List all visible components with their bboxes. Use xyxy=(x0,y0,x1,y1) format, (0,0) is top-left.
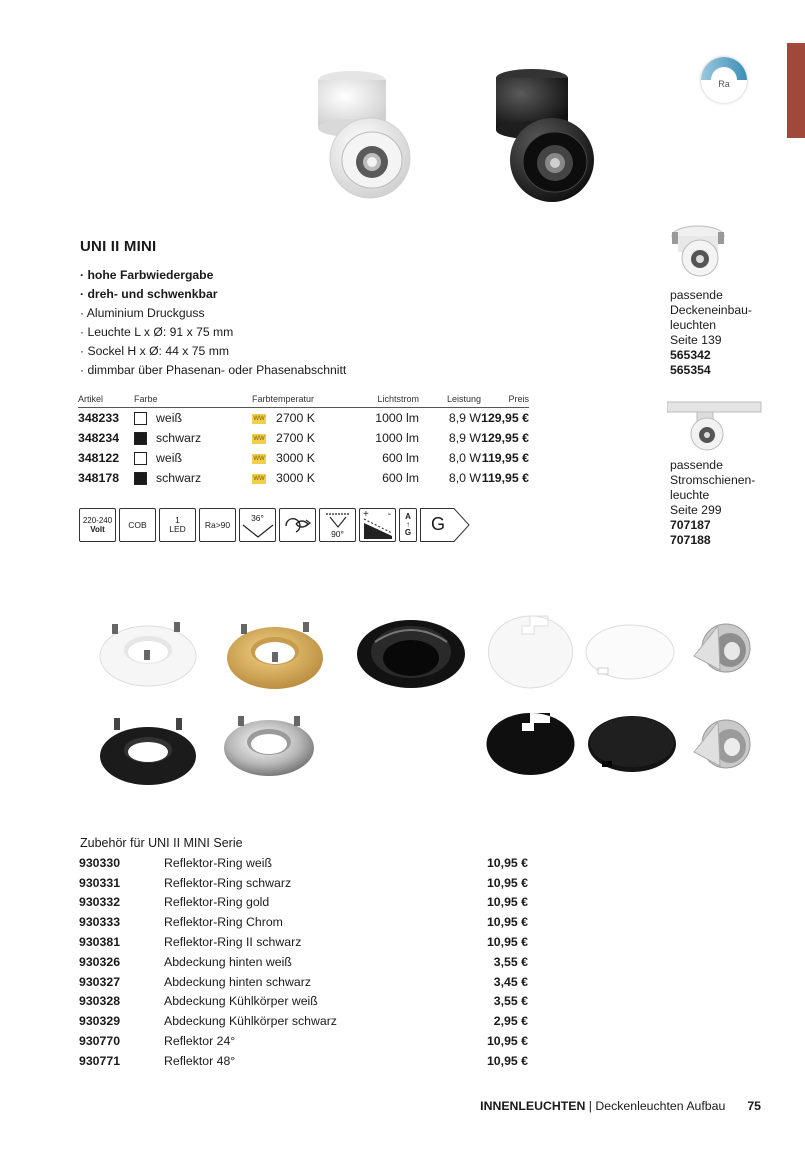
accessory-ring-gold xyxy=(225,618,325,690)
color-swatch-white xyxy=(134,412,147,425)
color-name: schwarz xyxy=(156,431,202,445)
table-row xyxy=(79,1051,528,1071)
table-row xyxy=(78,408,529,429)
accessory-name: Reflektor-Ring gold xyxy=(164,895,270,910)
accessory-article: 930326 xyxy=(79,954,121,969)
accessory-name: Reflektor-Ring II schwarz xyxy=(164,935,302,950)
accessory-price: 10,95 € xyxy=(486,935,528,950)
accessory-article: 930381 xyxy=(79,935,121,950)
voltage-unit: Volt xyxy=(90,525,105,534)
header-preis: Preis xyxy=(481,394,529,408)
ra-badge xyxy=(701,57,747,103)
voltage-range: 220-240 xyxy=(82,516,113,525)
table-row xyxy=(79,1031,528,1051)
accessory-price: 10,95 € xyxy=(486,875,528,890)
power: 8,9 W xyxy=(448,431,481,445)
feature-item: · dimmbar über Phasenan- oder Phasenabschnitt xyxy=(80,363,347,377)
related-text: Stromschienen- xyxy=(670,473,756,487)
header-farbe: Farbe xyxy=(134,394,252,408)
product-title: UNI II MINI xyxy=(80,238,157,255)
related-text: Deckeneinbau- xyxy=(670,303,752,317)
led-count: 1 xyxy=(175,515,180,525)
accessory-reflector-24 xyxy=(690,620,754,678)
price: 129,95 € xyxy=(481,411,529,425)
power: 8,0 W xyxy=(448,471,481,485)
luminous-flux: 600 lm xyxy=(382,471,419,485)
color-temp: 3000 K xyxy=(276,471,315,485)
accessory-name: Reflektor-Ring schwarz xyxy=(164,875,292,890)
color-temp: 3000 K xyxy=(276,451,315,465)
ww-badge-icon: WW xyxy=(253,415,265,422)
accessory-article: 930329 xyxy=(79,1014,121,1029)
accessory-price: 3,55 € xyxy=(493,954,528,969)
energy-class-arrow xyxy=(420,508,468,542)
color-name: weiß xyxy=(156,451,182,465)
minus-sign: - xyxy=(387,509,391,520)
table-row xyxy=(78,468,529,488)
accessory-price: 3,45 € xyxy=(493,974,528,989)
table-row xyxy=(79,1011,528,1031)
accessory-article: 930770 xyxy=(79,1034,121,1049)
page-number: 75 xyxy=(747,1099,761,1113)
accessories-title: Zubehör für UNI II MINI Serie xyxy=(80,836,243,850)
dimmable-icon xyxy=(359,508,396,542)
table-row xyxy=(79,893,528,913)
tech-icon-row xyxy=(79,508,468,542)
related-article: 707188 xyxy=(670,533,711,547)
accessory-price: 10,95 € xyxy=(486,895,528,910)
header-leistung: Leistung xyxy=(419,394,481,408)
color-swatch-black xyxy=(134,432,147,445)
energy-scale-icon: A ↑ G xyxy=(399,508,417,542)
table-row xyxy=(79,853,528,873)
rotate-icon xyxy=(279,508,316,542)
page-footer xyxy=(480,1099,761,1113)
header-artikel: Artikel xyxy=(78,394,134,408)
accessory-price: 10,95 € xyxy=(486,915,528,930)
led-count-icon xyxy=(159,508,196,542)
energy-scale-top: A xyxy=(405,512,411,521)
led-label: LED xyxy=(169,524,186,534)
ww-badge-icon: WW xyxy=(253,435,265,442)
color-swatch-white xyxy=(134,452,147,465)
luminous-flux: 1000 lm xyxy=(375,431,419,445)
article-number: 348234 xyxy=(78,431,120,445)
related-page-ref: Seite 299 xyxy=(670,503,722,517)
accessory-article: 930771 xyxy=(79,1053,121,1068)
product-image-black xyxy=(482,64,607,212)
plus-sign: + xyxy=(363,509,369,520)
energy-scale-bottom: G xyxy=(404,528,412,537)
footer-separator: | xyxy=(585,1099,596,1113)
article-number: 348178 xyxy=(78,471,120,485)
accessories-table xyxy=(79,853,528,1071)
ww-badge-icon: WW xyxy=(253,475,265,482)
table-row xyxy=(79,932,528,952)
header-farbtemperatur: Farbtemperatur xyxy=(252,394,348,408)
table-row xyxy=(79,952,528,972)
accessory-cover-back-white xyxy=(485,612,577,690)
color-temp: 2700 K xyxy=(276,411,315,425)
color-temp: 2700 K xyxy=(276,431,315,445)
cob-label: COB xyxy=(128,520,147,530)
ra-value: Ra>90 xyxy=(204,520,231,530)
header-lichtstrom: Lichtstrom xyxy=(348,394,419,408)
feature-item: · Leuchte L x Ø: 91 x 75 mm xyxy=(80,325,234,339)
accessory-ring-white xyxy=(98,618,198,688)
footer-section: INNENLEUCHTEN xyxy=(480,1099,586,1113)
related-text: leuchten xyxy=(670,318,717,332)
cob-icon xyxy=(119,508,156,542)
accessory-name: Abdeckung Kühlkörper schwarz xyxy=(164,1014,337,1029)
related-article: 707187 xyxy=(670,518,711,532)
accessory-ring-black xyxy=(98,714,198,786)
accessory-article: 930333 xyxy=(79,915,121,930)
table-row xyxy=(78,428,529,448)
accessory-price: 10,95 € xyxy=(486,855,528,870)
accessory-price: 10,95 € xyxy=(486,1034,528,1049)
luminous-flux: 600 lm xyxy=(382,451,419,465)
accessory-article: 930332 xyxy=(79,895,121,910)
article-number: 348122 xyxy=(78,451,120,465)
accessory-name: Reflektor 48° xyxy=(164,1053,236,1068)
accessory-name: Reflektor-Ring Chrom xyxy=(164,915,283,930)
accessory-cover-heatsink-black xyxy=(586,714,678,776)
footer-subsection: Deckenleuchten Aufbau xyxy=(595,1099,726,1113)
accessory-name: Reflektor-Ring weiß xyxy=(164,855,272,870)
accessory-article: 930328 xyxy=(79,994,121,1009)
related-image-track xyxy=(667,398,762,456)
related-text: leuchte xyxy=(670,488,710,502)
price: 119,95 € xyxy=(481,451,529,465)
accessory-name: Abdeckung hinten weiß xyxy=(164,954,292,969)
ra-badge-label: Ra xyxy=(718,79,730,89)
voltage-icon xyxy=(79,508,116,542)
related-text: passende xyxy=(670,288,723,302)
spec-header-row xyxy=(78,394,529,408)
related-page-ref: Seite 139 xyxy=(670,333,722,347)
accessory-price: 3,55 € xyxy=(493,994,528,1009)
price: 119,95 € xyxy=(481,471,529,485)
accessory-article: 930331 xyxy=(79,875,121,890)
accessory-ring-chrome xyxy=(222,712,316,778)
accessory-name: Abdeckung Kühlkörper weiß xyxy=(164,994,318,1009)
accessory-article: 930330 xyxy=(79,855,121,870)
price: 129,95 € xyxy=(481,431,529,445)
table-row xyxy=(79,992,528,1012)
product-image-white xyxy=(300,68,420,213)
beam-angle-icon xyxy=(239,508,276,542)
accessory-reflector-48 xyxy=(690,714,754,772)
accessory-cover-back-black xyxy=(485,710,579,776)
accessory-name: Abdeckung hinten schwarz xyxy=(164,974,311,989)
power: 8,9 W xyxy=(448,411,481,425)
color-name: schwarz xyxy=(156,471,202,485)
related-recessed-info xyxy=(670,288,752,378)
ww-badge-icon: WW xyxy=(253,455,265,462)
accessory-cover-heatsink-white xyxy=(584,622,676,682)
related-text: passende xyxy=(670,458,723,472)
tilt-angle: 90° xyxy=(331,529,344,539)
table-row xyxy=(79,972,528,992)
accessory-article: 930327 xyxy=(79,974,121,989)
table-row xyxy=(79,873,528,893)
accessory-ring-black-ii xyxy=(355,612,467,692)
feature-item: · dreh- und schwenkbar xyxy=(80,287,218,301)
feature-item: · Aluminium Druckguss xyxy=(80,306,205,320)
ra-value-icon xyxy=(199,508,236,542)
color-name: weiß xyxy=(156,411,182,425)
chapter-tab-marker xyxy=(787,43,805,138)
related-article: 565354 xyxy=(670,363,711,377)
article-number: 348233 xyxy=(78,411,120,425)
feature-list xyxy=(80,266,346,380)
accessory-price: 10,95 € xyxy=(486,1053,528,1068)
power: 8,0 W xyxy=(448,451,481,465)
feature-item: · hohe Farbwiedergabe xyxy=(80,268,214,282)
spec-table xyxy=(78,394,529,488)
feature-item: · Sockel H x Ø: 44 x 75 mm xyxy=(80,344,229,358)
related-article: 565342 xyxy=(670,348,711,362)
beam-angle: 36° xyxy=(251,513,264,523)
accessory-name: Reflektor 24° xyxy=(164,1034,236,1049)
table-row xyxy=(78,448,529,468)
related-image-recessed xyxy=(670,218,730,280)
table-row xyxy=(79,912,528,932)
tilt-icon xyxy=(319,508,356,542)
accessory-price: 2,95 € xyxy=(493,1014,528,1029)
related-track-info xyxy=(670,458,755,548)
luminous-flux: 1000 lm xyxy=(375,411,419,425)
energy-class-letter: G xyxy=(430,514,445,534)
color-swatch-black xyxy=(134,472,147,485)
